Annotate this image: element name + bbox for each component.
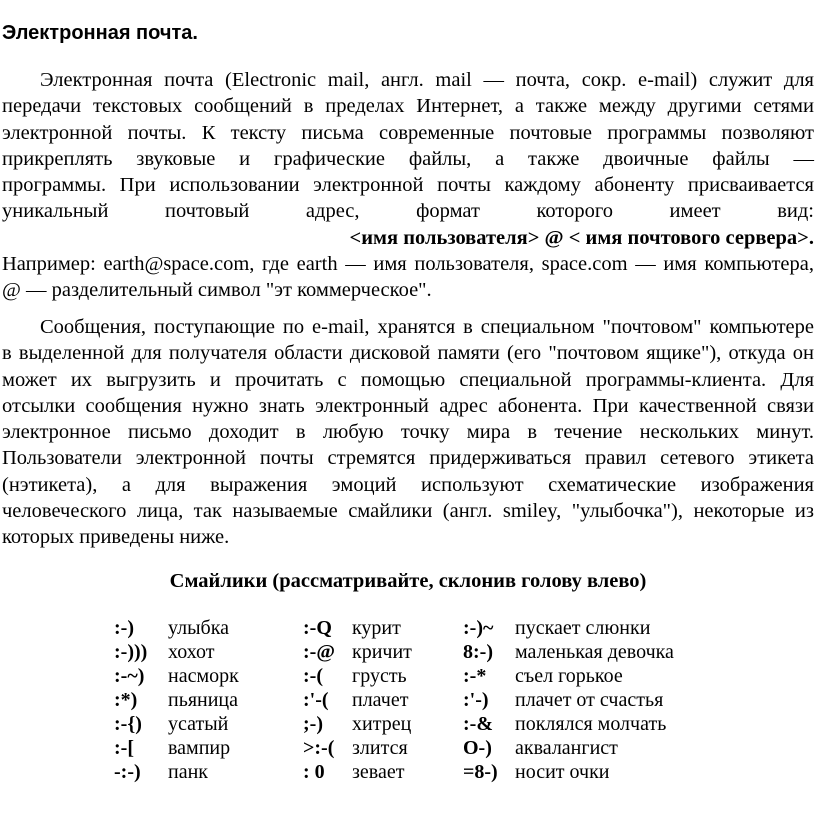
text-line: @ — разделительный символ "эт коммерческое". — [2, 279, 432, 302]
smiley-code: :-& — [463, 713, 493, 735]
smiley-code: :-@ — [303, 641, 335, 663]
text-line: уникальный почтовый адрес, формат которого имеет вид: — [2, 200, 814, 223]
smiley-code: :*) — [114, 689, 138, 711]
text-line: которых приведены ниже. — [2, 526, 230, 549]
smiley-meaning: съел горькое — [515, 665, 623, 687]
smiley-code: :-[ — [114, 737, 134, 759]
smiley-code: :-) — [114, 617, 134, 639]
smiley-meaning: улыбка — [168, 617, 230, 639]
smileys-heading: Смайлики (рассматривайте, склонив голову влево) — [169, 570, 647, 592]
smiley-code: :-( — [303, 665, 323, 687]
smiley-meaning: усатый — [168, 713, 229, 735]
text-line: Пользователи электронной почты стремятся придерживаться правил сетевого этикета — [2, 447, 814, 470]
smiley-row — [0, 713, 816, 737]
smiley-code: :-* — [463, 665, 487, 687]
smiley-meaning: грусть — [352, 665, 407, 687]
smiley-meaning: аквалангист — [515, 737, 618, 759]
address-format: <имя пользователя> @ < имя почтового сервера>. — [349, 226, 814, 249]
smiley-code: : 0 — [303, 761, 325, 783]
smiley-row — [0, 641, 816, 665]
text-line: может их выгрузить и прочитать с помощью специальной программы-клиента. Для — [2, 368, 814, 391]
smiley-code: :-{) — [114, 713, 142, 735]
smiley-meaning: насморк — [168, 665, 239, 687]
smiley-row — [0, 617, 816, 641]
smiley-meaning: зевает — [352, 761, 405, 783]
smiley-row — [0, 665, 816, 689]
smiley-code: :'-) — [463, 689, 489, 711]
smiley-meaning: кричит — [352, 641, 412, 663]
smiley-code: >:-( — [303, 737, 335, 759]
text-line: в выделенной для получателя области дисковой памяти (его "почтовом ящике"), откуда он — [2, 342, 814, 365]
smiley-meaning: плачет — [352, 689, 409, 711]
text-line: Сообщения, поступающие по e-mail, хранятся в специальном "почтовом" компьютере — [40, 316, 814, 338]
text-line: отсылки сообщения нужно знать электронный адрес абонента. При качественной связи — [2, 394, 814, 417]
smiley-code: 8:-) — [463, 641, 493, 663]
smiley-meaning: поклялся молчать — [515, 713, 667, 735]
smiley-code: :-))) — [114, 641, 148, 663]
paragraph-email-storage — [2, 314, 814, 551]
text-line: передачи текстовых сообщений в пределах Интернет, а также между другими сетями — [2, 95, 814, 118]
smiley-meaning: хитрец — [352, 713, 412, 735]
text-line: прикреплять звуковые и графические файлы, а также двоичные файлы — — [2, 147, 814, 170]
text-line: электронное письмо доходит в любую точку мира в течение нескольких минут. — [2, 421, 814, 444]
smiley-code: :-~) — [114, 665, 145, 687]
smiley-meaning: пускает слюнки — [515, 617, 651, 639]
text-line: программы. При использовании электронной почты каждому абоненту присваивается — [2, 174, 814, 197]
smiley-meaning: вампир — [168, 737, 231, 759]
text-line: человеческого лица, так называемые смайлики (англ. smiley, "улыбочка"), некоторые из — [2, 500, 814, 523]
text-line: Например: earth@space.com, где earth — имя пользователя, space.com — имя компьютера, — [2, 253, 814, 276]
smiley-meaning: пьяница — [168, 689, 239, 711]
smiley-meaning: носит очки — [515, 761, 610, 783]
smiley-code: ;-) — [303, 713, 323, 735]
smiley-code: O-) — [463, 737, 492, 759]
smiley-meaning: панк — [168, 761, 208, 783]
smiley-code: :'-( — [303, 689, 329, 711]
smiley-meaning: злится — [352, 737, 408, 759]
smiley-meaning: плачет от счастья — [515, 689, 664, 711]
document-title: Электронная почта. — [2, 22, 198, 44]
paragraph-email-definition — [2, 67, 814, 304]
smiley-code: -:-) — [114, 761, 141, 783]
text-line: (нэтикета), а для выражения эмоций используют схематические изображения — [2, 473, 814, 496]
smiley-row — [0, 689, 816, 713]
smiley-row — [0, 737, 816, 761]
smiley-code: =8-) — [463, 761, 498, 783]
smiley-code: :-Q — [303, 617, 332, 639]
smiley-code: :-)~ — [463, 617, 494, 639]
smiley-meaning: хохот — [168, 641, 215, 663]
smiley-meaning: маленькая девочка — [515, 641, 674, 663]
text-line: электронной почты. К тексту письма современные почтовые программы позволяют — [2, 121, 814, 144]
text-line: Электронная почта (Electronic mail, англ. mail — почта, сокр. e-mail) служит для — [40, 69, 814, 91]
smiley-row — [0, 761, 816, 785]
smiley-meaning: курит — [352, 617, 401, 639]
